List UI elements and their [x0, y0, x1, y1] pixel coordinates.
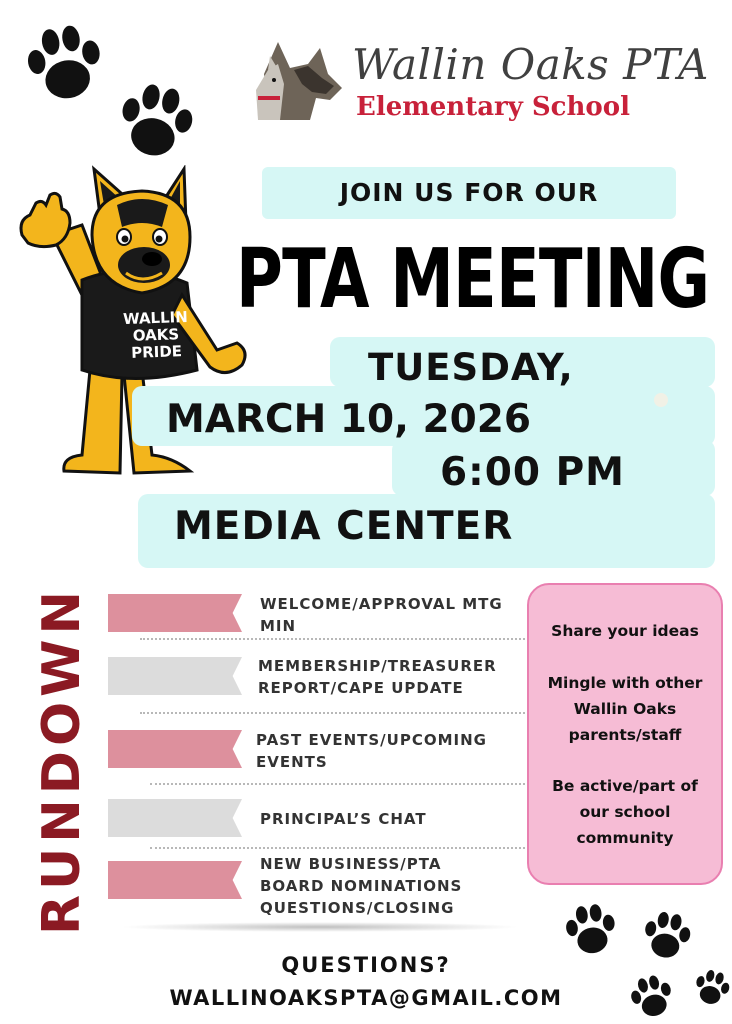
- event-time: 6:00 PM: [440, 450, 625, 495]
- agenda-item-3-line-1: PAST EVENTS/UPCOMING: [256, 731, 487, 749]
- info-active-line-2: our school: [579, 803, 671, 821]
- agenda-separator: [150, 783, 525, 785]
- agenda-item-5-line-3: QUESTIONS/CLOSING: [260, 899, 455, 917]
- mascot-shirt-text: [95, 308, 217, 363]
- agenda-item-5-line-1: NEW BUSINESS/PTA: [260, 855, 442, 873]
- info-mingle-line-3: parents/staff: [568, 726, 682, 744]
- meeting-title: PTA MEETING: [236, 232, 710, 327]
- contact-email[interactable]: WALLINOAKSPTA@GMAIL.COM: [169, 986, 563, 1010]
- agenda-item-1-line-1: WELCOME/APPROVAL MTG: [260, 595, 503, 613]
- agenda-item-2-line-2: REPORT/CAPE UPDATE: [258, 679, 464, 697]
- agenda-ribbon-1: [108, 594, 242, 632]
- agenda-separator: [140, 638, 525, 640]
- info-active-line-1: Be active/part of: [552, 777, 698, 795]
- agenda-item-5: [260, 853, 462, 919]
- agenda-item-5-line-2: BOARD NOMINATIONS: [260, 877, 463, 895]
- join-us-text: JOIN US FOR OUR: [339, 178, 599, 207]
- logo-subtitle: Elementary School: [356, 92, 630, 122]
- event-day: TUESDAY,: [368, 346, 574, 389]
- agenda-ribbon-3: [108, 730, 242, 768]
- event-location: MEDIA CENTER: [174, 504, 514, 549]
- agenda-ribbon-5: [108, 861, 242, 899]
- agenda-item-1-line-2: MIN: [260, 617, 297, 635]
- school-logo-dog-icon: [250, 34, 346, 130]
- info-mingle-line-2: Wallin Oaks: [573, 700, 677, 718]
- info-mingle-line-1: Mingle with other: [547, 674, 703, 692]
- paw-print-icon: [22, 18, 108, 110]
- agenda-item-2: [258, 655, 497, 699]
- agenda-shadow: [120, 922, 520, 932]
- shirt-line-2: OAKS: [132, 325, 180, 345]
- decorative-dot: [654, 393, 668, 407]
- agenda-item-4: [260, 808, 427, 830]
- agenda-separator: [140, 712, 525, 714]
- paw-print-icon: [114, 78, 198, 166]
- agenda-item-2-line-1: MEMBERSHIP/TREASURER: [258, 657, 497, 675]
- agenda-ribbon-2: [108, 657, 242, 695]
- agenda-separator: [150, 847, 525, 849]
- logo-title: Wallin Oaks PTA: [352, 40, 709, 89]
- event-date: MARCH 10, 2026: [166, 397, 532, 442]
- agenda-item-1: [260, 593, 503, 637]
- rundown-heading: RUNDOWN: [32, 585, 92, 935]
- info-active-line-3: community: [576, 829, 674, 847]
- agenda-item-4-line-1: PRINCIPAL’S CHAT: [260, 810, 427, 828]
- agenda-item-3: [256, 729, 487, 773]
- info-share: Share your ideas: [551, 622, 699, 640]
- questions-label: QUESTIONS?: [281, 953, 451, 977]
- shirt-line-1: WALLIN: [122, 307, 189, 329]
- shirt-line-3: PRIDE: [130, 342, 183, 362]
- agenda-item-3-line-2: EVENTS: [256, 753, 328, 771]
- agenda-ribbon-4: [108, 799, 242, 837]
- paw-print-icon: [562, 900, 620, 960]
